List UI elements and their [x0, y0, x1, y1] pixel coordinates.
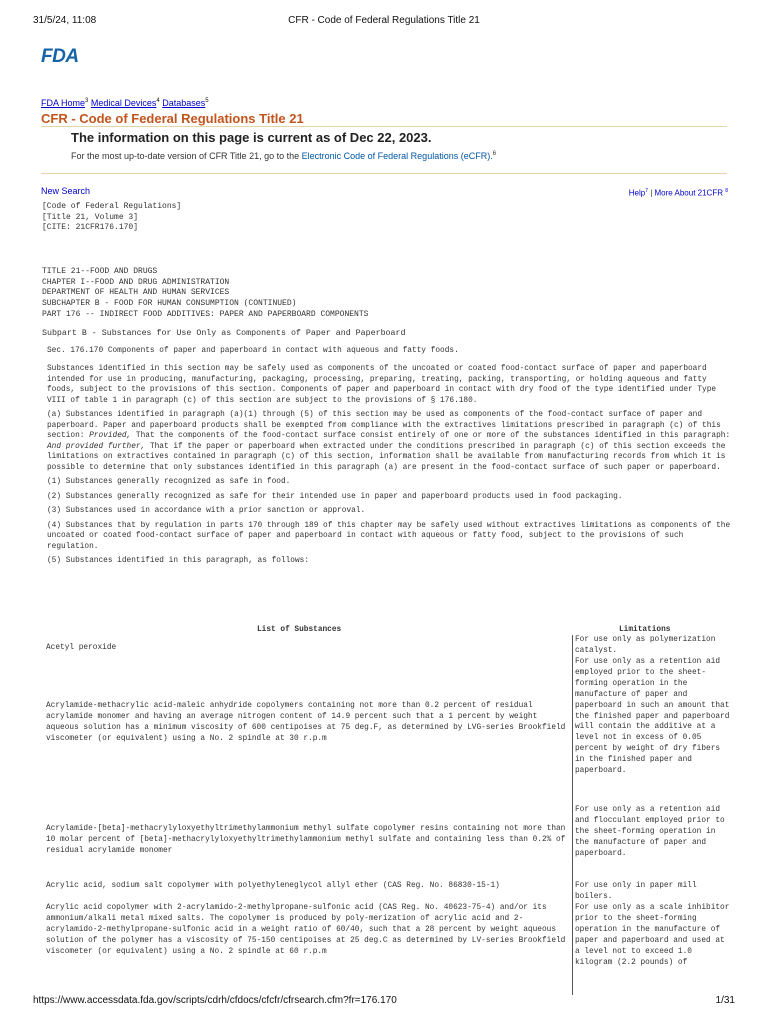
paragraph-a: (a) Substances identified in paragraph (a)(1) through (5) of this section may be used as components of the food-contact surface of paper and paperboard. Paper and paperboard products shall be exempted from compliance with the extractives limitations prescribed in paragraph (c) of this section: Provided, That the components of the food-contact surface consist entirely of one or more of the substances identified in this paragraph: And provided further, That if the paper or paperboard when extracted under the conditions prescribed in paragraph (c) of this section exceeds the limitations on extractives contained in paragraph (c) of this section, information shall be available from manufacturing records from which it is possible to determine that only substances identified in this paragraph (a) are present in the food-contact surface of such paper or paperboard.	[47, 411, 731, 472]
fda-logo[interactable]: FDA	[41, 46, 79, 67]
notice-headline: The information on this page is current as of Dec 22, 2023.	[71, 130, 432, 145]
paragraph-a4: (4) Substances that by regulation in parts 170 through 189 of this chapter may be safely used without extractives limitations as components of the uncoated or coated food-contact surface of paper and paperboard in contact with aqueous or fatty food, subject to the provisions of such regulation.	[47, 521, 731, 551]
table-row-limitation: For use only in paper mill boilers.	[575, 882, 697, 901]
print-page-title: CFR - Code of Federal Regulations Title 21	[288, 15, 480, 26]
intro-paragraph: Substances identified in this section may be safely used as components of the uncoated or coated food-contact surface of paper and paperboard intended for use in producing, manufacturing, packaging, processing, preparing, treating, packing, transporting, or holding aqueous and fatty foods, subject to the provisions of this section. Components of paper and paperboard in contact with dry food of the type identified under Type VIII of table 1 in paragraph (c) of this section are subject to the provisions of § 176.180.	[47, 365, 717, 405]
breadcrumb-fda-home[interactable]: FDA Home	[41, 98, 86, 108]
toolbar	[41, 186, 728, 196]
print-url: https://www.accessdata.fda.gov/scripts/cdrh/cfdocs/cfcfr/cfrsearch.cfm?fr=176.170	[33, 995, 397, 1006]
ecfr-link[interactable]: Electronic Code of Federal Regulations (eCFR).	[301, 151, 493, 161]
new-search-link[interactable]: New Search	[41, 186, 91, 196]
breadcrumb-medical-devices[interactable]: Medical Devices	[90, 98, 157, 108]
hierarchy-block: TITLE 21--FOOD AND DRUGS CHAPTER I--FOOD AND DRUG ADMINISTRATION DEPARTMENT OF HEALTH AND HUMAN SERVICES SUBCHAPTER B - FOOD FOR HUMAN CONSUMPTION (CONTINUED) PART 176 -- INDIRECT FOOD ADDITIVES: PAPER AND PAPERBOARD COMPONENTS	[42, 267, 369, 319]
citation-block: [Code of Federal Regulations] [Title 21, Volume 3] [CITE: 21CFR176.170]	[42, 202, 182, 233]
table-row-substance: Acrylamide-methacrylic acid-maleic anhydride copolymers containing not more than 0.2 percent of residual acrylamide monomer and having an average nitrogen content of 14.9 percent such that a 1 percent by weight aqueous solution has a minimum viscosity of 600 centipoises at 75 deg.F, as determined by LVG-series Brookfield viscometer (or equivalent) using a No. 2 spindle at 30 r.p.m	[46, 702, 566, 743]
page-title: CFR - Code of Federal Regulations Title 21	[41, 111, 304, 126]
table-row-limitation: For use only as a scale inhibitor prior to the sheet-forming operation in the manufacture of paper and paperboard and used at a level not to exceed 1.0 kilogram (2.2 pounds) of	[575, 904, 730, 967]
breadcrumb: FDA Home$^3$ Medical Devices$^4$ Databases$^5$	[41, 98, 209, 108]
breadcrumb-databases[interactable]: Databases	[162, 98, 206, 108]
table-row-limitation: For use only as a retention aid employed prior to the sheet-forming operation in the manufacture of paper and paperboard in such an amount that the finished paper and paperboard will contain the additive at a level not in excess of 0.05 percent by weight of dry fibers in the finished paper and paperboard.	[575, 658, 730, 776]
help-links: Help$^7$ | More About 21CFR $^8$	[628, 188, 728, 198]
section-heading: Sec. 176.170 Components of paper and paperboard in contact with aqueous and fatty foods.	[47, 347, 459, 355]
table-row-substance: Acrylic acid copolymer with 2-acrylamido-2-methylpropane-sulfonic acid (CAS Reg. No. 40623-75-4) and/or its ammonium/alkali metal mixed salts. The copolymer is produced by poly-merization of acrylic acid and 2-acrylamido-2-methylpropane-sulfonic acid in a weight ratio of 60/40, such that a 28 percent by weight aqueous solution of the polymer has a viscosity of 75-150 centipoises at 25 deg.C as determined by LV-series Brookfield viscometer (or equivalent) using a No. 2 spindle at 60 r.p.m	[46, 904, 566, 956]
table-header-limitations: Limitations	[619, 626, 671, 634]
table-row-limitation: For use only as polymerization catalyst.	[575, 636, 716, 655]
table-row-limitation: For use only as a retention aid and flocculant employed prior to the sheet-forming operation in the manufacture of paper and paperboard.	[575, 806, 725, 858]
more-about-21cfr-link[interactable]: More About 21CFR	[654, 188, 723, 198]
page-number: 1/31	[715, 995, 735, 1006]
table-row-substance: Acrylic acid, sodium salt copolymer with polyethyleneglycol allyl ether (CAS Reg. No. 86830-15-1)	[46, 882, 500, 890]
regulation-body	[47, 364, 733, 571]
print-date: 31/5/24, 11:08	[33, 15, 97, 26]
table-row-substance: Acetyl peroxide	[46, 644, 117, 652]
paragraph-a5: (5) Substances identified in this paragraph, as follows:	[47, 557, 310, 565]
paragraph-a2: (2) Substances generally recognized as safe for their intended use in paper and paperboard products used in food packaging.	[47, 492, 623, 501]
help-link[interactable]: Help	[628, 188, 646, 198]
paragraph-a1: (1) Substances generally recognized as safe in food.	[47, 478, 291, 486]
subpart-heading: Subpart B - Substances for Use Only as Components of Paper and Paperboard	[42, 329, 406, 338]
table-header-substances: List of Substances	[257, 626, 342, 634]
paragraph-a3: (3) Substances used in accordance with a prior sanction or approval.	[47, 507, 366, 515]
currency-notice	[41, 126, 727, 174]
table-row-substance: Acrylamide-[beta]-methacrylyloxyethyltrimethylammonium methyl sulfate copolymer resins containing not more than 10 molar percent of [beta]-methacrylyloxyethyltrimethylammonium methyl sulfate and containing less than 0.2% of residual acrylamide monomer	[46, 825, 566, 855]
notice-text: For the most up-to-date version of CFR Title 21, go to the Electronic Code of Federal Regulations (eCFR).$^6$	[71, 151, 497, 161]
